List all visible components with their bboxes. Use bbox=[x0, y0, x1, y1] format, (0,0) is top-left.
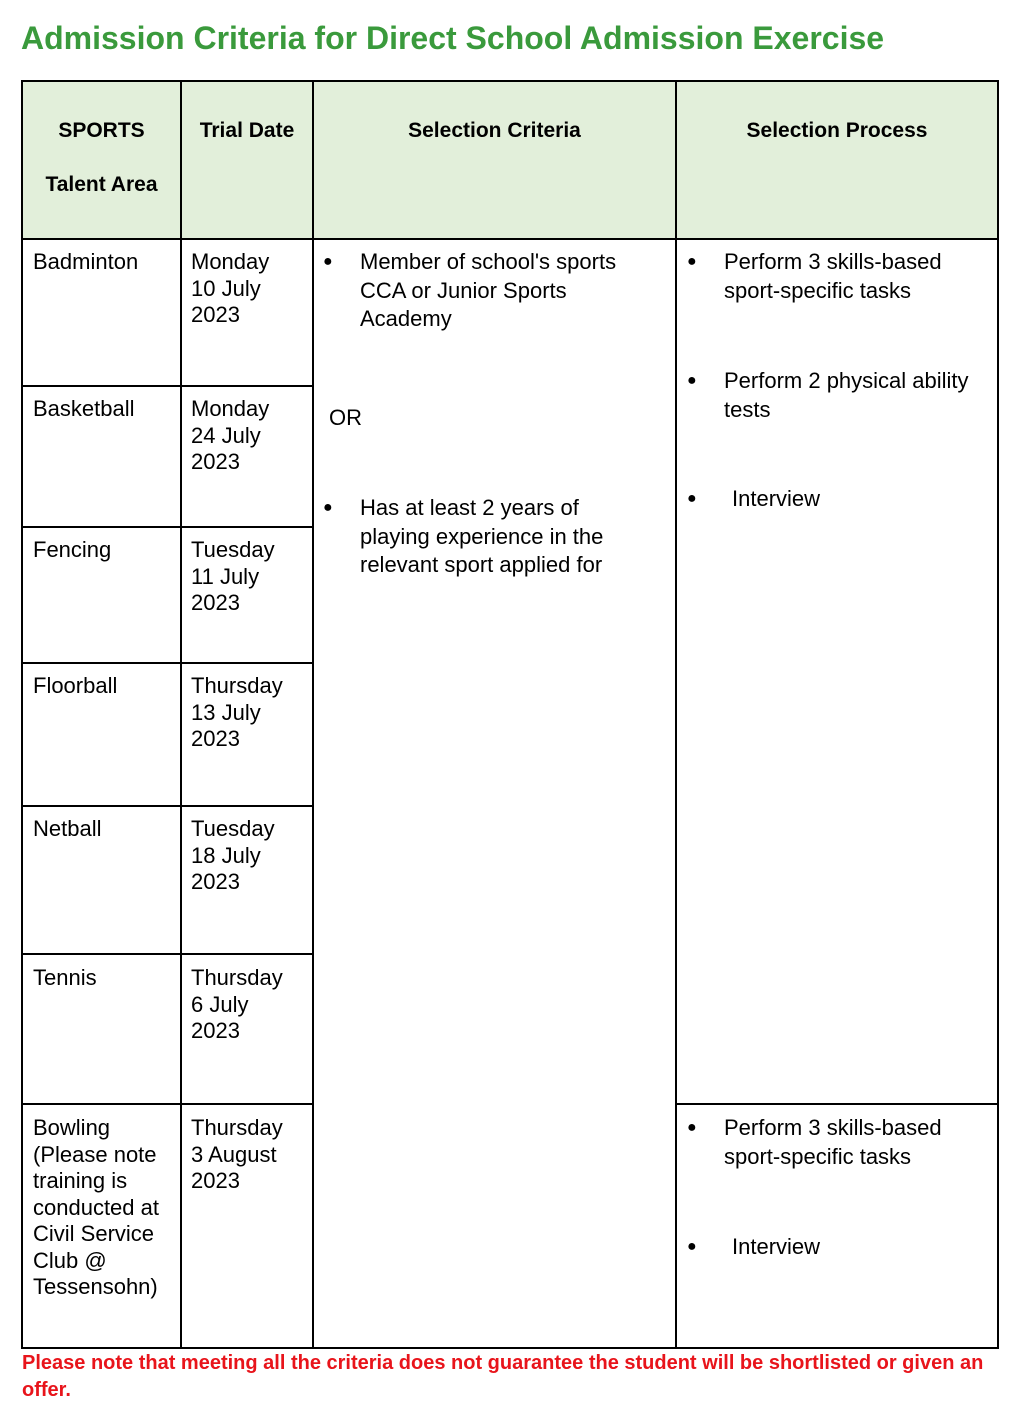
bullet-icon: ● bbox=[687, 372, 697, 389]
disclaimer-note: Please note that meeting all the criteria does not guarantee the student will be shortlisted or given an offer. bbox=[22, 1352, 984, 1401]
column-divider bbox=[180, 80, 182, 1349]
process-text: Interview bbox=[732, 1234, 821, 1259]
header-trial-date: Trial Date bbox=[199, 119, 295, 142]
table-border-left bbox=[21, 80, 23, 1349]
trial-date: Thursday 13 July 2023 bbox=[191, 673, 283, 751]
sport-name: Tennis bbox=[33, 965, 97, 990]
row-divider bbox=[21, 953, 313, 955]
trial-date: Thursday 3 August 2023 bbox=[191, 1115, 283, 1193]
header-selection-criteria: Selection Criteria bbox=[408, 119, 581, 142]
bullet-icon: ● bbox=[687, 1119, 697, 1136]
sport-name: Basketball bbox=[33, 396, 135, 421]
header-selection-process: Selection Process bbox=[746, 119, 928, 142]
criteria-or: OR bbox=[329, 405, 362, 430]
header-divider bbox=[21, 238, 999, 240]
bullet-icon: ● bbox=[323, 499, 333, 516]
row-divider bbox=[21, 662, 313, 664]
table-border-bottom bbox=[21, 1347, 999, 1349]
bullet-icon: ● bbox=[323, 253, 333, 270]
bullet-icon: ● bbox=[687, 490, 697, 507]
table-border-right bbox=[997, 80, 999, 1349]
sport-name: Floorball bbox=[33, 673, 118, 698]
sport-name: Netball bbox=[33, 816, 102, 841]
trial-date: Monday 24 July 2023 bbox=[191, 396, 270, 474]
sport-name: Fencing bbox=[33, 537, 112, 562]
page-title: Admission Criteria for Direct School Admission Exercise bbox=[21, 20, 885, 56]
process-text: Perform 3 skills-based sport-specific tasks bbox=[724, 1115, 942, 1169]
bullet-icon: ● bbox=[687, 253, 697, 270]
row-divider bbox=[21, 526, 313, 528]
trial-date: Thursday 6 July 2023 bbox=[191, 965, 283, 1043]
row-divider bbox=[21, 805, 313, 807]
process-text: Perform 2 physical ability tests bbox=[724, 368, 969, 422]
sport-name: Bowling (Please note training is conducted at Civil Service Club @ Tessensohn) bbox=[33, 1115, 159, 1299]
criteria-text: Member of school's sports CCA or Junior Sports Academy bbox=[360, 249, 617, 331]
trial-date: Monday 10 July 2023 bbox=[191, 249, 270, 327]
table-border-top bbox=[21, 80, 999, 82]
sport-name: Badminton bbox=[33, 249, 139, 274]
column-divider bbox=[312, 80, 314, 1349]
column-divider bbox=[675, 80, 677, 1349]
criteria-text: Has at least 2 years of playing experience in the relevant sport applied for bbox=[360, 495, 604, 577]
header-background bbox=[22, 81, 998, 239]
row-divider bbox=[21, 385, 313, 387]
row-divider bbox=[21, 1103, 313, 1105]
bullet-icon: ● bbox=[687, 1238, 697, 1255]
trial-date: Tuesday 18 July 2023 bbox=[191, 816, 275, 894]
process-text: Perform 3 skills-based sport-specific tasks bbox=[724, 249, 942, 303]
process-text: Interview bbox=[732, 486, 821, 511]
header-sports: SPORTS bbox=[58, 119, 145, 142]
header-talent-area: Talent Area bbox=[45, 173, 158, 196]
trial-date: Tuesday 11 July 2023 bbox=[191, 537, 275, 615]
process-divider bbox=[675, 1103, 999, 1105]
